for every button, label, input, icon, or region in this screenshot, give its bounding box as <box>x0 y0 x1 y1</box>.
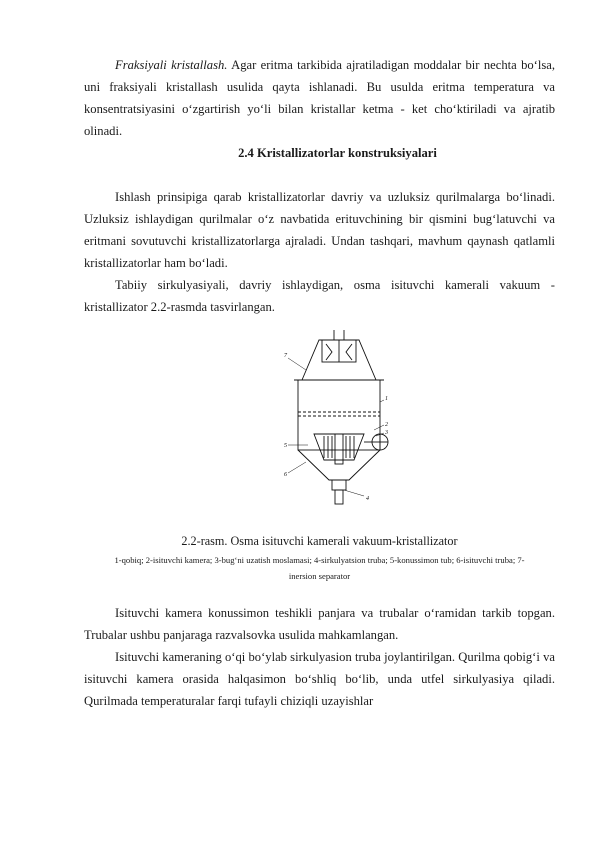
callout-label: 6 <box>284 472 287 478</box>
paragraph-text: Agar eritma tarkibida ajratiladigan moddalar bir nechta bo‘lsa, uni fraksiyali kristallash usulida qayta ishlanadi. Bu usulda eritma temperatura va konsentratsiyasini o‘zgartirish yo‘li bilan kristallar ketma - ket cho‘ktiriladi va ajratib olinadi. <box>84 58 555 138</box>
discharge-pipe <box>335 490 343 504</box>
heating-chamber <box>314 434 364 460</box>
paragraph-lead-term: Fraksiyali kristallash. <box>115 58 228 72</box>
crystallizer-diagram <box>284 330 394 510</box>
paragraph-fractional-crystallization <box>84 54 555 142</box>
paragraph-classification: Ishlash prinsipiga qarab kristallizatorlar davriy va uzluksiz qurilmalarga bo‘linadi. Uzluksiz ishlaydigan qurilmalar o‘z navbatida erituvchining bir qismini bug‘latuvchi va eritmani sovutuvchi kristallizatorlarga ajraladi. Undan tashqari, mavhum qaynash qatlamli kristallizatorlar ham bo‘ladi. <box>84 190 555 270</box>
callout-label: 2 <box>385 422 388 428</box>
separator-baffle <box>326 344 332 360</box>
callout-label: 5 <box>284 443 287 449</box>
conical-bottom <box>298 450 380 480</box>
document-page <box>84 54 555 712</box>
callout-label: 4 <box>366 496 369 502</box>
callout-label: 3 <box>385 430 388 436</box>
circulation-tube <box>335 434 343 464</box>
figure-crystallizer <box>84 318 555 528</box>
spacer <box>84 164 555 186</box>
discharge-outlet <box>332 480 346 490</box>
callout-label: 7 <box>284 353 287 359</box>
paragraph-heating-chamber: Isituvchi kamera konussimon teshikli panjara va trubalar o‘ramidan tarkib topgan. Trubalar ushbu panjaraga razvalsovka usulida mahkamlangan. <box>84 606 555 642</box>
paragraph-figure-intro: Tabiiy sirkulyasiyali, davriy ishlaydigan, osma isituvchi kamerali vakuum - kristallizator 2.2-rasmda tasvirlangan. <box>84 278 555 314</box>
figure-legend: 1-qobiq; 2-isituvchi kamera; 3-bug‘ni uzatish moslamasi; 4-sirkulyatsion truba; 5-konussimon tub; 6-isituvchi truba; 7-inersion separator <box>114 555 525 581</box>
figure-caption: 2.2-rasm. Osma isituvchi kamerali vakuum-kristallizator <box>181 534 458 548</box>
paragraph-circulation: Isituvchi kameraning o‘qi bo‘ylab sirkulyasion truba joylantirilgan. Qurilma qobig‘i va isituvchi kamera orasida halqasimon bo‘shliq bo‘lib, unda utfel sirkulyasiya qiladi. Qurilmada temperaturalar farqi tufayli chiziqli uzayishlar <box>84 650 555 708</box>
section-heading: 2.4 Kristallizatorlar konstruksiyalari <box>238 146 437 160</box>
shell <box>298 380 380 450</box>
separator-baffle-2 <box>346 344 352 360</box>
callout-label: 1 <box>385 396 388 402</box>
